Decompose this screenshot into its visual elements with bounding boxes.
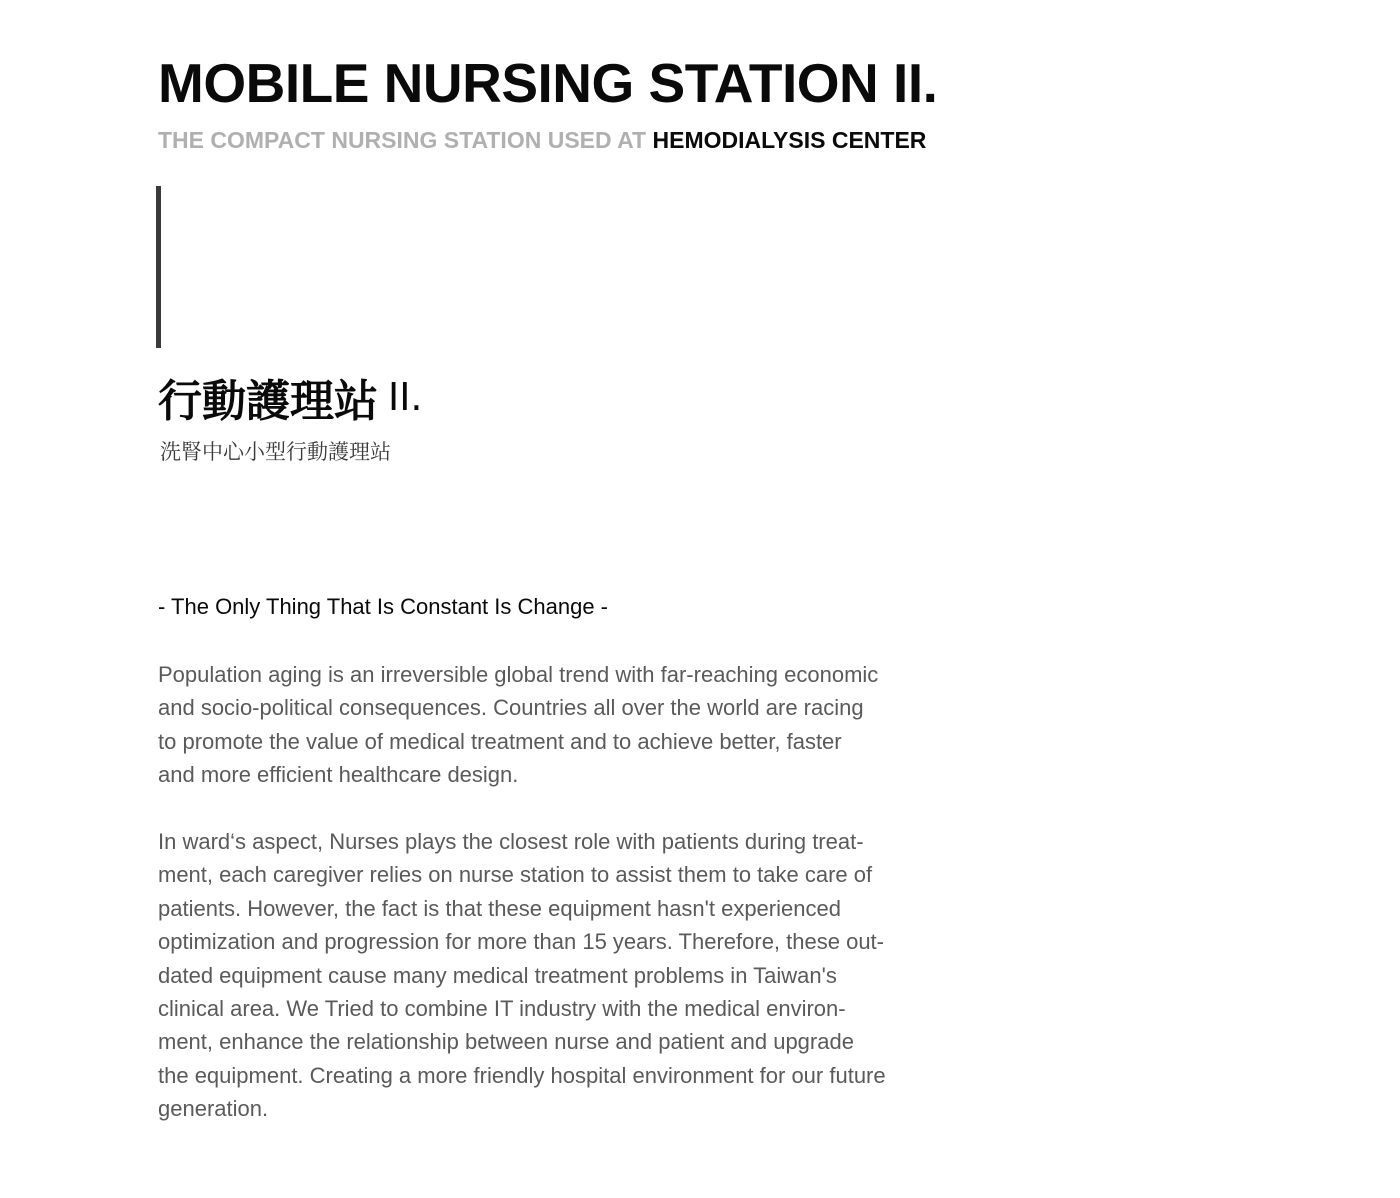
body-paragraph bbox=[158, 825, 958, 1126]
page-subtitle bbox=[158, 126, 926, 154]
paragraph-line: Population aging is an irreversible global trend with far-reaching economic bbox=[158, 662, 879, 687]
paragraph-line: and more efficient healthcare design. bbox=[158, 762, 519, 788]
paragraph-line: generation. bbox=[158, 1096, 269, 1122]
chinese-title-numeral: II. bbox=[388, 375, 423, 419]
chinese-subtitle: 洗腎中心小型行動護理站 bbox=[160, 440, 391, 464]
subtitle-highlight-text: HEMODIALYSIS CENTER bbox=[652, 127, 927, 153]
page-title: MOBILE NURSING STATION II. bbox=[158, 52, 938, 114]
chinese-title bbox=[158, 374, 423, 431]
paragraph-line: dated equipment cause many medical treatment problems in Taiwan's bbox=[158, 962, 837, 988]
paragraph-line: and socio-political consequences. Countries all over the world are racing bbox=[158, 695, 864, 721]
subtitle-muted-text: THE COMPACT NURSING STATION USED AT bbox=[158, 127, 647, 153]
accent-divider-bar bbox=[156, 186, 161, 348]
paragraph-line: clinical area. We Tried to combine IT industry with the medical environ- bbox=[158, 996, 846, 1022]
paragraph-line: optimization and progression for more than 15 years. Therefore, these out- bbox=[158, 929, 884, 955]
chinese-title-text: 行動護理站 bbox=[158, 376, 378, 427]
paragraph-line: ment, each caregiver relies on nurse station to assist them to take care of bbox=[158, 862, 873, 888]
paragraph-line: the equipment. Creating a more friendly hospital environment for our future bbox=[158, 1062, 886, 1088]
paragraph-line: In ward‘s aspect, Nurses plays the closest role with patients during treat- bbox=[158, 829, 864, 854]
paragraph-line: to promote the value of medical treatment and to achieve better, faster bbox=[158, 728, 842, 754]
paragraph-line: ment, enhance the relationship between nurse and patient and upgrade bbox=[158, 1029, 854, 1055]
quote-heading: - The Only Thing That Is Constant Is Change - bbox=[158, 594, 609, 619]
paragraph-line: patients. However, the fact is that these equipment hasn't experienced bbox=[158, 895, 841, 921]
body-paragraph bbox=[158, 658, 958, 792]
